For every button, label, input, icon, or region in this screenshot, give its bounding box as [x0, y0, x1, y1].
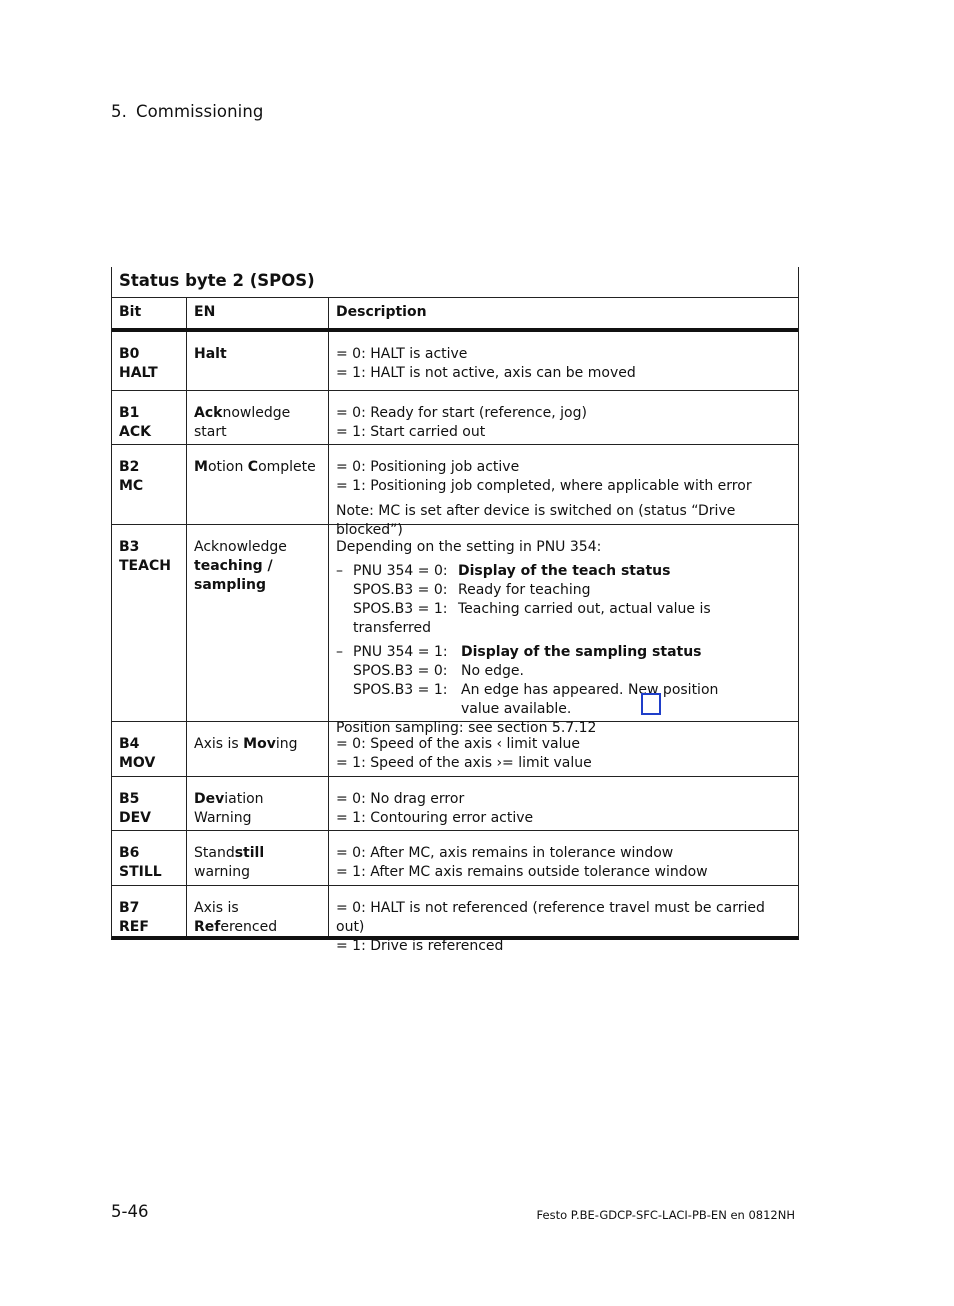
sub-value: No edge.: [461, 663, 524, 679]
en-label-bold: Mov: [243, 736, 276, 752]
sub-value: Teaching carried out, actual value is transferred: [353, 601, 711, 636]
table-title: Status byte 2 (SPOS): [119, 271, 315, 290]
en-label-rest: warning: [194, 864, 251, 880]
bit-code: MOV: [119, 755, 156, 771]
description-intro: Depending on the setting in PNU 354:: [336, 539, 602, 555]
bit-code: TEACH: [119, 558, 171, 574]
case-value: Display of the sampling status: [461, 644, 702, 660]
bit-code: MC: [119, 478, 144, 494]
description-line: = 1: Speed of the axis ›= limit value: [336, 755, 592, 771]
description-line: = 1: Positioning job completed, where applicable with error: [336, 478, 752, 494]
bit-number: B5: [119, 791, 140, 807]
en-label-bold: Ref: [194, 919, 221, 935]
en-label-rest: Axis is: [194, 736, 244, 752]
description-note: Note: MC is set after device is switched on (status “Drive blocked”): [336, 503, 736, 538]
table-row: [112, 390, 798, 444]
description-line: = 1: Start carried out: [336, 424, 486, 440]
table-row: [112, 524, 798, 736]
en-label-rest: ing: [275, 736, 298, 752]
column-header-description: Description: [328, 298, 798, 328]
description-line: = 0: Ready for start (reference, jog): [336, 405, 587, 421]
sub-value: An edge has appeared. New position value available.: [461, 682, 719, 717]
case-teach: [336, 562, 791, 638]
bit-number: B4: [119, 736, 140, 752]
description-line: = 0: Positioning job active: [336, 459, 520, 475]
description-line: = 1: Drive is referenced: [336, 938, 504, 954]
en-label-rest: nowledge start: [194, 405, 291, 440]
section-reference[interactable]: Position sampling: see section 5.7.12: [336, 720, 597, 736]
description-line: = 0: Speed of the axis ‹ limit value: [336, 736, 580, 752]
bit-number: B2: [119, 459, 140, 475]
en-label-bold: C: [247, 459, 259, 475]
bit-number: B1: [119, 405, 140, 421]
dash: –: [336, 563, 343, 579]
case-key: PNU 354 = 1:: [353, 644, 448, 660]
en-label-bold: sampling: [194, 577, 266, 593]
case-sampling: [336, 643, 791, 719]
en-label-bold: Dev: [194, 791, 225, 807]
sub-key: SPOS.B3 = 1:: [353, 601, 448, 617]
column-header-en: EN: [186, 298, 328, 328]
description-line: = 1: HALT is not active, axis can be moved: [336, 365, 636, 381]
document-id: Festo P.BE-GDCP-SFC-LACI-PB-EN en 0812NH: [536, 1208, 795, 1222]
en-label: Halt: [194, 346, 227, 362]
en-label-bold: Ack: [194, 405, 223, 421]
bit-number: B6: [119, 845, 140, 861]
table-row: [112, 885, 798, 954]
case-value: Display of the teach status: [458, 563, 671, 579]
description-line: = 0: No drag error: [336, 791, 465, 807]
chapter-heading: [111, 102, 263, 121]
description-line: = 1: Contouring error active: [336, 810, 534, 826]
sub-value: Ready for teaching: [458, 582, 591, 598]
bit-number: B7: [119, 900, 140, 916]
sub-key: SPOS.B3 = 0:: [353, 663, 448, 679]
bit-code: REF: [119, 919, 149, 935]
table-row: [112, 721, 798, 776]
en-label-rest: iation Warning: [194, 791, 264, 826]
sub-key: SPOS.B3 = 0:: [353, 582, 448, 598]
dash: –: [336, 644, 343, 660]
en-label-bold: teaching /: [194, 558, 273, 574]
hyperlink-highlight[interactable]: [641, 693, 661, 715]
table-row: [112, 444, 798, 538]
en-label-rest: erenced: [220, 919, 278, 935]
bit-code: DEV: [119, 810, 152, 826]
chapter-number: 5.: [111, 102, 127, 121]
table-header-row: [112, 297, 798, 328]
en-label-rest: Stand: [194, 845, 235, 861]
en-label-bold: M: [194, 459, 208, 475]
page-number: 5-46: [111, 1202, 149, 1221]
table-row: [112, 776, 798, 830]
description-line: = 0: HALT is active: [336, 346, 468, 362]
table-row: [112, 830, 798, 885]
description-line: = 1: After MC axis remains outside tolerance window: [336, 864, 708, 880]
en-label-bold: still: [234, 845, 265, 861]
bit-number: B0: [119, 346, 140, 362]
en-label-rest: Axis is: [194, 900, 239, 916]
case-key: PNU 354 = 0:: [353, 563, 448, 579]
en-label-rest: omplete: [258, 459, 316, 475]
bit-code: ACK: [119, 424, 151, 440]
description-line: = 0: HALT is not referenced (reference travel must be carried out): [336, 900, 765, 935]
description-line: = 0: After MC, axis remains in tolerance window: [336, 845, 674, 861]
status-byte-table: [111, 267, 799, 954]
bit-code: HALT: [119, 365, 158, 381]
sub-key: SPOS.B3 = 1:: [353, 682, 448, 698]
en-label-rest: otion: [207, 459, 248, 475]
bit-number: B3: [119, 539, 140, 555]
table-row: [112, 328, 798, 390]
en-label-plain: Acknowledge: [194, 539, 287, 555]
bit-code: STILL: [119, 864, 162, 880]
chapter-title: Commissioning: [135, 102, 264, 121]
column-header-bit: Bit: [119, 304, 142, 320]
